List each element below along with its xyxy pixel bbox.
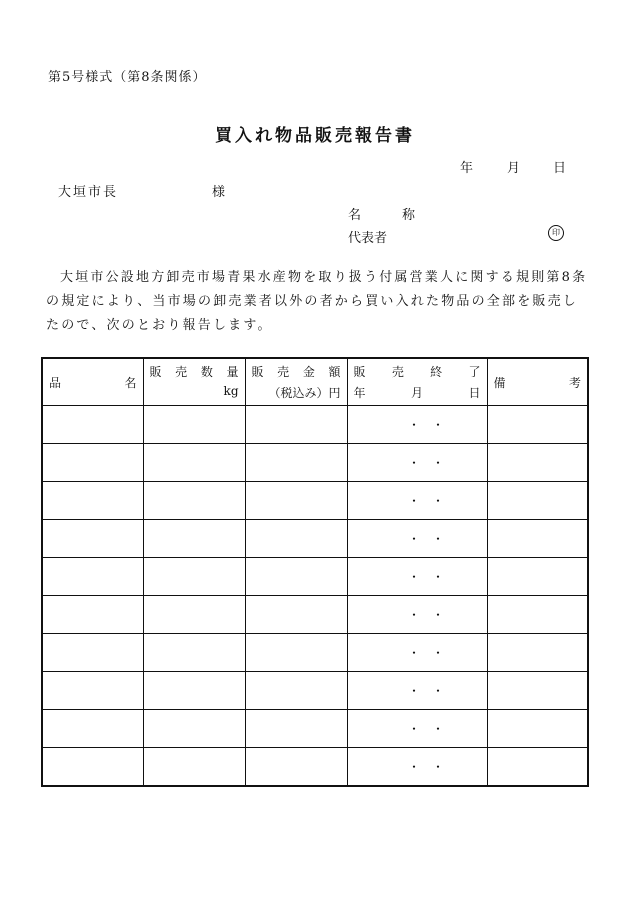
header-remarks: 備 考 bbox=[487, 358, 588, 406]
cell-item[interactable] bbox=[42, 748, 143, 787]
cell-quantity[interactable] bbox=[143, 634, 245, 672]
cell-item[interactable] bbox=[42, 596, 143, 634]
cell-amount[interactable] bbox=[245, 748, 347, 787]
cell-amount[interactable] bbox=[245, 710, 347, 748]
cell-quantity[interactable] bbox=[143, 520, 245, 558]
cell-end-date[interactable] bbox=[347, 672, 487, 710]
date-month-label: 月 bbox=[507, 161, 521, 176]
cell-quantity[interactable] bbox=[143, 748, 245, 787]
cell-item[interactable] bbox=[42, 558, 143, 596]
header-item: 品 名 bbox=[42, 358, 143, 406]
table-row bbox=[42, 558, 588, 596]
cell-remarks[interactable] bbox=[487, 520, 588, 558]
honorific: 様 bbox=[212, 185, 226, 200]
date-year-label: 年 bbox=[460, 161, 474, 176]
cell-item[interactable] bbox=[42, 520, 143, 558]
cell-remarks[interactable] bbox=[487, 672, 588, 710]
cell-end-date[interactable] bbox=[347, 482, 487, 520]
date-dots: ・・ bbox=[407, 684, 456, 698]
cell-end-date[interactable] bbox=[347, 520, 487, 558]
quantity-unit: kg bbox=[223, 384, 239, 398]
date-day-label: 日 bbox=[553, 161, 567, 176]
cell-remarks[interactable] bbox=[487, 558, 588, 596]
table-row bbox=[42, 596, 588, 634]
cell-item[interactable] bbox=[42, 444, 143, 482]
date-dots: ・・ bbox=[407, 532, 456, 546]
cell-amount[interactable] bbox=[245, 596, 347, 634]
cell-amount[interactable] bbox=[245, 406, 347, 444]
cell-quantity[interactable] bbox=[143, 482, 245, 520]
date-dots: ・・ bbox=[407, 646, 456, 660]
table-header-row bbox=[42, 358, 588, 406]
table-row bbox=[42, 672, 588, 710]
cell-quantity[interactable] bbox=[143, 596, 245, 634]
cell-remarks[interactable] bbox=[487, 634, 588, 672]
cell-quantity[interactable] bbox=[143, 406, 245, 444]
cell-item[interactable] bbox=[42, 482, 143, 520]
form-number: 第5号様式（第8条関係） bbox=[48, 70, 207, 85]
cell-quantity[interactable] bbox=[143, 558, 245, 596]
table-row bbox=[42, 748, 588, 787]
header-amount: 販 売 金 額 （税込み）円 bbox=[245, 358, 347, 406]
cell-item[interactable] bbox=[42, 710, 143, 748]
cell-amount[interactable] bbox=[245, 482, 347, 520]
cell-quantity[interactable] bbox=[143, 710, 245, 748]
cell-amount[interactable] bbox=[245, 520, 347, 558]
seal-mark: 印 bbox=[548, 225, 564, 241]
cell-item[interactable] bbox=[42, 634, 143, 672]
cell-amount[interactable] bbox=[245, 558, 347, 596]
cell-end-date[interactable] bbox=[347, 748, 487, 787]
representative-label: 代表者 bbox=[348, 231, 388, 246]
date-dots: ・・ bbox=[407, 494, 456, 508]
cell-amount[interactable] bbox=[245, 672, 347, 710]
cell-quantity[interactable] bbox=[143, 672, 245, 710]
cell-end-date[interactable] bbox=[347, 558, 487, 596]
cell-remarks[interactable] bbox=[487, 482, 588, 520]
addressee: 大垣市長 bbox=[58, 185, 119, 200]
cell-remarks[interactable] bbox=[487, 748, 588, 787]
date-dots: ・・ bbox=[407, 418, 456, 432]
table-row bbox=[42, 482, 588, 520]
cell-end-date[interactable] bbox=[347, 406, 487, 444]
table-row bbox=[42, 406, 588, 444]
cell-amount[interactable] bbox=[245, 444, 347, 482]
cell-item[interactable] bbox=[42, 406, 143, 444]
cell-end-date[interactable] bbox=[347, 596, 487, 634]
date-dots: ・・ bbox=[407, 456, 456, 470]
cell-end-date[interactable] bbox=[347, 634, 487, 672]
table-row bbox=[42, 444, 588, 482]
table-row bbox=[42, 520, 588, 558]
amount-unit: （税込み）円 bbox=[268, 386, 341, 400]
cell-remarks[interactable] bbox=[487, 444, 588, 482]
cell-remarks[interactable] bbox=[487, 596, 588, 634]
cell-amount[interactable] bbox=[245, 634, 347, 672]
body-text: 大垣市公設地方卸売市場青果水産物を取り扱う付属営業人に関する規則第8条の規定により、当市場の卸売業者以外の者から買い入れた物品の全部を販売したので、次のとおり報告します。 bbox=[46, 270, 588, 333]
date-dots: ・・ bbox=[407, 760, 456, 774]
header-quantity: 販 売 数 量 kg bbox=[143, 358, 245, 406]
cell-quantity[interactable] bbox=[143, 444, 245, 482]
date-dots: ・・ bbox=[407, 608, 456, 622]
cell-remarks[interactable] bbox=[487, 406, 588, 444]
table-row bbox=[42, 710, 588, 748]
date-dots: ・・ bbox=[407, 722, 456, 736]
table-row bbox=[42, 634, 588, 672]
report-table-body bbox=[42, 406, 588, 787]
cell-item[interactable] bbox=[42, 672, 143, 710]
cell-remarks[interactable] bbox=[487, 710, 588, 748]
name-label: 名 称 bbox=[348, 208, 430, 223]
document-title: 買入れ物品販売報告書 bbox=[215, 126, 415, 146]
cell-end-date[interactable] bbox=[347, 444, 487, 482]
header-end-date: 販 売 終 了 年 月 日 bbox=[347, 358, 487, 406]
cell-end-date[interactable] bbox=[347, 710, 487, 748]
report-table bbox=[41, 357, 589, 787]
date-dots: ・・ bbox=[407, 570, 456, 584]
